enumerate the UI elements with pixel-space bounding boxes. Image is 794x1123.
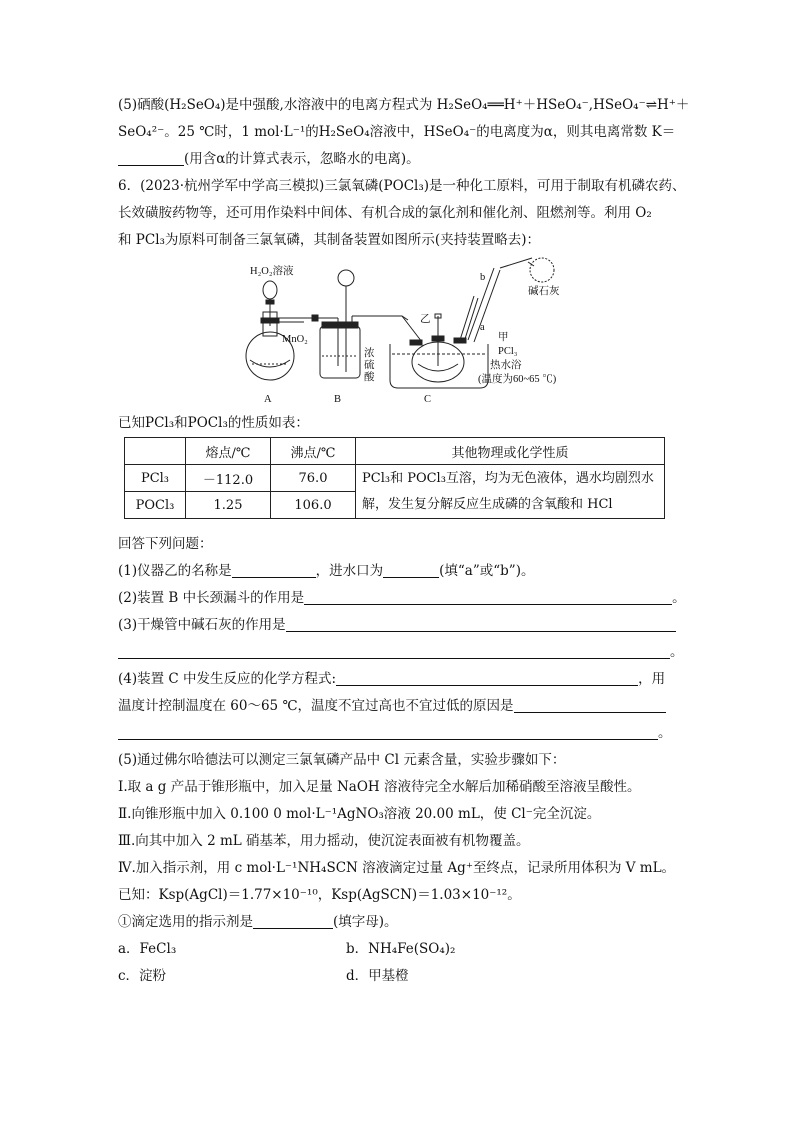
table-cell: PCl₃ — [125, 465, 186, 492]
sub1-blank-inlet[interactable] — [383, 561, 439, 578]
label-b-apparatus: B — [334, 394, 342, 404]
table-header-row — [125, 438, 665, 465]
sub4-text-b: ，用 — [638, 671, 666, 687]
desc-line-2: 解，发生复分解反应生成磷的含氧酸和 HCl — [362, 496, 613, 512]
q6-line2: 长效磺胺药物等，还可用作染料中间体、有机合成的氯化剂和催化剂、阻燃剂等。利用 O₂ — [118, 205, 652, 221]
table-cell: POCl₃ — [125, 492, 186, 519]
table-header-cell: 熔点/℃ — [186, 438, 271, 465]
table-desc-cell — [356, 465, 665, 519]
sub4-line2 — [118, 693, 680, 720]
sub2-blank[interactable] — [304, 588, 672, 605]
sub1-line — [118, 558, 680, 585]
table-header-cell: 其他物理或化学性质 — [356, 438, 665, 465]
label-mno2: MnO₂ — [282, 334, 308, 345]
option-b[interactable]: b．NH₄Fe(SO₄)₂ — [346, 941, 456, 957]
sub5-step4: Ⅳ.加入指示剂，用 c mol·L⁻¹NH₄SCN 溶液滴定过量 Ag⁺至终点，记录所用体积为 V mL。 — [118, 860, 676, 876]
known-caption: 已知PCl₃和POCl₃的性质如表： — [118, 415, 309, 431]
label-conc-3: 酸 — [364, 372, 375, 383]
sub4-line — [118, 666, 680, 693]
label-jia: 甲 — [498, 332, 509, 343]
label-h2o2: H₂O₂溶液 — [250, 266, 294, 277]
answer-intro: 回答下列问题： — [118, 536, 213, 552]
sub5-step2: Ⅱ.向锥形瓶中加入 0.100 0 mol·L⁻¹AgNO₃溶液 20.00 mL，使 Cl⁻完全沉淀。 — [118, 806, 601, 822]
sub4-text-a: (4)装置 C 中发生反应的化学方程式: — [118, 671, 337, 687]
apparatus-c — [390, 258, 554, 388]
table-cell: －112.0 — [186, 465, 271, 492]
sub5-q1-text: ①滴定选用的指示剂是 — [118, 914, 253, 930]
apparatus-figure — [118, 256, 680, 406]
table-header-cell — [125, 438, 186, 465]
desc-line-1: PCl₃和 POCl₃互溶，均为无色液体，遇水均剧烈水 — [362, 470, 654, 486]
q5-line1: (5)硒酸(H₂SeO₄)是中强酸,水溶液中的电离方程式为 H₂SeO₄══H⁺＋HSeO₄⁻,HSeO₄⁻⇌H⁺＋ — [118, 97, 690, 113]
table-cell: 106.0 — [271, 492, 356, 519]
sub5-intro: (5)通过佛尔哈德法可以测定三氯氧磷产品中 Cl 元素含量，实验步骤如下： — [118, 752, 566, 768]
label-a-apparatus: A — [264, 394, 272, 404]
sub4-end: 。 — [658, 725, 672, 741]
sub5-ksp: 已知：Ksp(AgCl)＝1.77×10⁻¹⁰，Ksp(AgSCN)＝1.03×10⁻¹²。 — [118, 887, 521, 903]
apparatus-diagram — [242, 256, 572, 404]
q5-line3-text: (用含α的计算式表示，忽略水的电离)。 — [184, 151, 420, 167]
sub1-blank-name[interactable] — [232, 561, 316, 578]
option-a[interactable]: a．FeCl₃ — [118, 941, 177, 957]
sub5-q1-blank[interactable] — [253, 912, 333, 929]
label-pcl3: PCl₃ — [498, 346, 518, 357]
option-d[interactable]: d．甲基橙 — [346, 968, 409, 984]
sub2-line — [118, 585, 686, 612]
sub3-text: (3)干燥管中碱石灰的作用是 — [118, 617, 286, 633]
sub3-blank[interactable] — [286, 615, 676, 632]
table-header-cell: 沸点/℃ — [271, 438, 356, 465]
options-row-2 — [118, 963, 680, 990]
sub3-blank-2[interactable] — [118, 642, 670, 659]
sub4-line3 — [118, 720, 680, 747]
q5-answer-blank[interactable] — [118, 149, 184, 166]
apparatus-a — [246, 281, 304, 380]
label-lime: 碱石灰 — [528, 286, 560, 297]
sub1-text-c: (填“a”或“b”)。 — [439, 563, 535, 579]
label-c-apparatus: C — [424, 394, 432, 404]
q6-line3: 和 PCl₃为原料可制备三氯氧磷，其制备装置如图所示(夹持装置略去)： — [118, 232, 540, 248]
sub5-q1 — [118, 909, 680, 936]
sub5-step1: Ⅰ.取 a g 产品于锥形瓶中，加入足量 NaOH 溶液待完全水解后加稀硝酸至溶液呈酸性。 — [118, 779, 641, 795]
sub1-text-b: ，进水口为 — [315, 563, 384, 579]
sub3-line2 — [118, 639, 684, 666]
label-temp: (温度为60~65 ℃) — [478, 374, 557, 385]
label-bath: 热水浴 — [490, 360, 522, 371]
worksheet-page — [118, 92, 690, 990]
q5-line2: SeO₄²⁻。25 ℃时，1 mol·L⁻¹的H₂SeO₄溶液中，HSeO₄⁻的电离度为α，则其电离常数 K＝ — [118, 124, 676, 140]
sub4-text-c: 温度计控制温度在 60～65 ℃，温度不宜过高也不宜过低的原因是 — [118, 698, 514, 714]
properties-table — [124, 437, 665, 519]
q6-line1: 6．(2023·杭州学军中学高三模拟)三氯氧磷(POCl₃)是一种化工原料，可用于制取有机磷农药、 — [118, 178, 686, 194]
sub5-q1-tail: (填字母)。 — [333, 914, 398, 930]
sub3-end: 。 — [670, 644, 684, 660]
options-row-1 — [118, 936, 680, 963]
option-c[interactable]: c．淀粉 — [118, 968, 167, 984]
sub4-blank-equation[interactable] — [336, 669, 638, 686]
table-row — [125, 465, 665, 492]
apparatus-b — [320, 270, 360, 378]
sub2-text: (2)装置 B 中长颈漏斗的作用是 — [118, 590, 305, 606]
table-cell: 76.0 — [271, 465, 356, 492]
sub4-blank-reason-2[interactable] — [118, 723, 658, 740]
q5-line3 — [118, 146, 680, 173]
sub3-line — [118, 612, 680, 639]
sub5-step3: Ⅲ.向其中加入 2 mL 硝基苯，用力摇动，使沉淀表面被有机物覆盖。 — [118, 833, 530, 849]
table-cell: 1.25 — [186, 492, 271, 519]
sub2-end: 。 — [672, 590, 686, 606]
label-conc-2: 硫 — [364, 360, 375, 371]
label-yi: 乙 — [420, 314, 431, 325]
sub4-blank-reason[interactable] — [514, 696, 666, 713]
label-conc-1: 浓 — [364, 348, 375, 359]
label-b: b — [480, 272, 486, 283]
sub1-text-a: (1)仪器乙的名称是 — [118, 563, 232, 579]
label-a: a — [480, 322, 485, 333]
